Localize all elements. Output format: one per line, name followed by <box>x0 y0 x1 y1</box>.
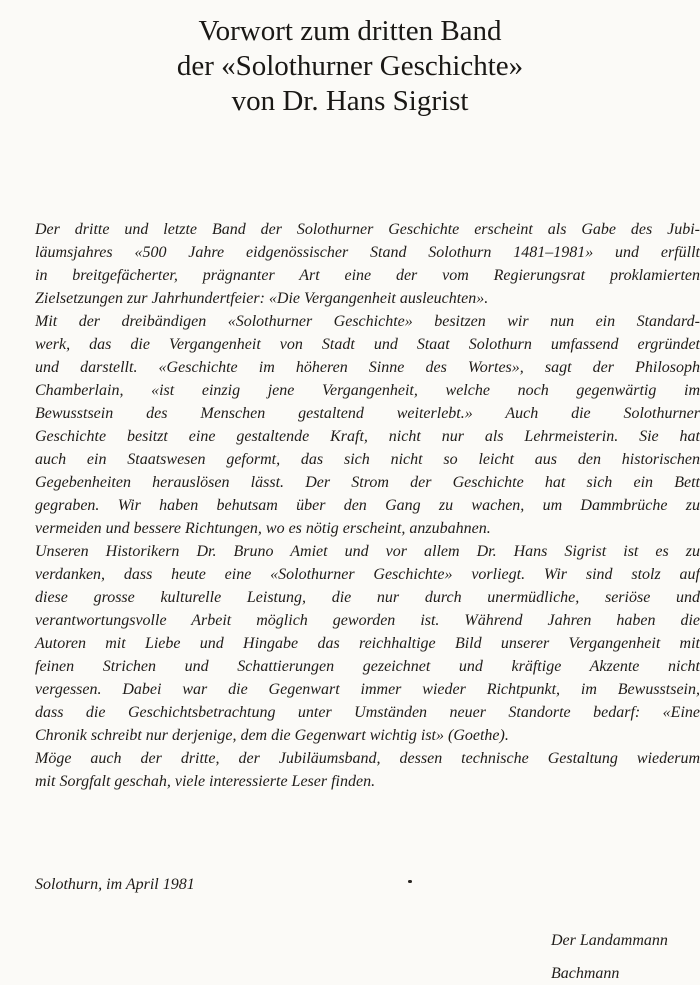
text-line: Bewusstsein des Menschen gestaltend weiterlebt.» Auch die Solothurner <box>35 405 700 422</box>
title-line: Vorwort zum dritten Band <box>198 15 502 47</box>
text-line: diese grosse kulturelle Leistung, die nur durch unermüdliche, seriöse und <box>35 589 700 606</box>
text-line: dass die Geschichtsbetrachtung unter Umständen neuer Standorte bedarf: «Eine <box>35 704 700 721</box>
text-line: Mit der dreibändigen «Solothurner Geschichte» besitzen wir nun ein Standard- <box>35 313 700 330</box>
text-line: mit Sorgfalt geschah, viele interessierte Leser finden. <box>35 773 376 790</box>
text-line: Chronik schreibt nur derjenige, dem die Gegenwart wichtig ist» (Goethe). <box>35 727 509 744</box>
text-line: läumsjahres «500 Jahre eidgenössischer Stand Solothurn 1481–1981» und erfüllt <box>35 244 700 261</box>
text-line: Zielsetzungen zur Jahrhundertfeier: «Die Vergangenheit ausleuchten». <box>35 290 489 307</box>
text-line: Unseren Historikern Dr. Bruno Amiet und vor allem Dr. Hans Sigrist ist es zu <box>35 543 700 560</box>
text-line: vermeiden und bessere Richtungen, wo es nötig erscheint, anzubahnen. <box>35 520 491 537</box>
text-line: Gegebenheiten herauslösen lässt. Der Strom der Geschichte hat sich ein Bett <box>35 474 700 491</box>
text-line: vergessen. Dabei war die Gegenwart immer wieder Richtpunkt, im Bewusstsein, <box>35 681 700 698</box>
body-text <box>35 218 700 793</box>
text-line: gegraben. Wir haben behutsam über den Gang zu wachen, um Dammbrüche zu <box>35 497 700 514</box>
text-line: verdanken, dass heute eine «Solothurner Geschichte» vorliegt. Wir sind stolz auf <box>35 566 700 583</box>
signature-role: Der Landammann <box>551 932 668 949</box>
text-line: Autoren mit Liebe und Hingabe das reichhaltige Bild unserer Vergangenheit mit <box>35 635 700 652</box>
title-line: von Dr. Hans Sigrist <box>231 85 469 117</box>
text-line: in breitgefächerter, prägnanter Art eine der vom Regierungsrat proklamierten <box>35 267 700 284</box>
title-line: der «Solothurner Geschichte» <box>176 50 524 82</box>
text-line: Möge auch der dritte, der Jubiläumsband, dessen technische Gestaltung wiederum <box>35 750 700 767</box>
text-line: auch ein Staatswesen geformt, das sich nicht so leicht aus den historischen <box>35 451 700 468</box>
text-line: Chamberlain, «ist einzig jene Vergangenheit, welche noch gegenwärtig im <box>35 382 700 399</box>
ink-speck <box>408 880 412 883</box>
text-line: verantwortungsvolle Arbeit möglich geworden ist. Während Jahren haben die <box>35 612 700 629</box>
place-date: Solothurn, im April 1981 <box>35 876 195 893</box>
text-line: Geschichte besitzt eine gestaltende Kraft, nicht nur als Lehrmeisterin. Sie hat <box>35 428 700 445</box>
page-title <box>0 14 700 119</box>
text-line: werk, das die Vergangenheit von Stadt und Staat Solothurn umfassend ergründet <box>35 336 700 353</box>
text-line: und darstellt. «Geschichte im höheren Sinne des Wortes», sagt der Philosoph <box>35 359 700 376</box>
text-line: feinen Strichen und Schattierungen gezeichnet und kräftige Akzente nicht <box>35 658 700 675</box>
signature-name: Bachmann <box>551 965 620 982</box>
text-line: Der dritte und letzte Band der Solothurner Geschichte erscheint als Gabe des Jubi- <box>35 221 700 238</box>
